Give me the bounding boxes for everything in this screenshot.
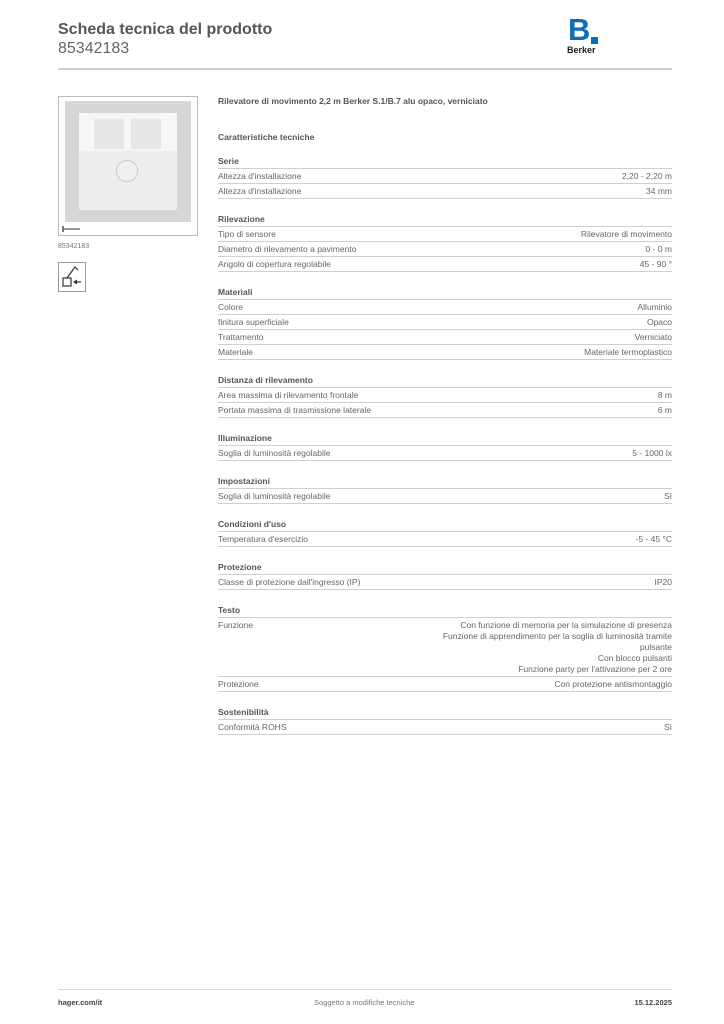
spec-value: IP20 (654, 577, 672, 587)
spec-label: Trattamento (218, 332, 264, 342)
spec-row (218, 184, 672, 199)
spec-value: Alluminio (637, 302, 672, 312)
section-rilevazione (218, 214, 672, 272)
section-serie (218, 156, 672, 199)
spec-row (218, 618, 672, 677)
spec-value-line: pulsante (639, 642, 672, 652)
section-title: Distanza di rilevamento (218, 375, 672, 388)
spec-value: Materiale termoplastico (584, 347, 672, 357)
footer-disclaimer: Soggetto a modifiche tecniche (314, 998, 415, 1007)
section-sostenibilita (218, 707, 672, 735)
spec-row (218, 489, 672, 504)
spec-row (218, 169, 672, 184)
spec-label: Classe di protezione dall'ingresso (IP) (218, 577, 361, 587)
spec-row (218, 242, 672, 257)
logo-letter: B (568, 12, 590, 47)
spec-value: 34 mm (646, 186, 672, 196)
spec-label: Conformità ROHS (218, 722, 287, 732)
spec-value-line: Con funzione di memoria per la simulazione di presenza (460, 620, 672, 630)
spec-value-line: Con blocco pulsanti (597, 653, 672, 663)
spec-value: 8 m (657, 390, 672, 400)
spec-value: Sì (663, 491, 672, 501)
spec-label: Altezza d'installazione (218, 171, 302, 181)
scale-icon (62, 226, 80, 232)
spec-label: Tipo di sensore (218, 229, 276, 239)
section-title: Sostenibilità (218, 707, 672, 720)
spec-row (218, 677, 672, 692)
motion-detector-device (79, 113, 177, 210)
spec-row (218, 575, 672, 590)
section-title: Rilevazione (218, 214, 672, 227)
spec-label: Diametro di rilevamento a pavimento (218, 244, 357, 254)
spec-row (218, 532, 672, 547)
spec-label: Temperatura d'esercizio (218, 534, 308, 544)
section-title: Testo (218, 605, 672, 618)
section-impostazioni (218, 476, 672, 504)
section-title: Illuminazione (218, 433, 672, 446)
spec-value-line: Funzione party per l'attivazione per 2 ore (518, 664, 672, 674)
spec-value: 6 m (657, 405, 672, 415)
spec-label: Colore (218, 302, 244, 312)
spec-label: Area massima di rilevamento frontale (218, 390, 359, 400)
image-caption: 85342183 (58, 243, 90, 250)
product-code: 85342183 (58, 40, 130, 57)
footer-date: 15.12.2025 (634, 998, 672, 1007)
spec-value: Con protezione antismontaggio (554, 679, 672, 689)
spec-label: Funzione (218, 620, 253, 630)
spec-label: Protezione (218, 679, 259, 689)
spec-label: finitura superficiale (218, 317, 289, 327)
section-title: Serie (218, 156, 672, 169)
spec-value: Opaco (646, 317, 672, 327)
spec-value: Sì (663, 722, 672, 732)
document-title: Scheda tecnica del prodotto (58, 21, 273, 38)
footer-divider (58, 989, 672, 990)
spec-value-line: Funzione di apprendimento per la soglia di luminosità tramite (442, 631, 672, 641)
specifications-content (218, 96, 672, 735)
sensor-function-icon (58, 262, 86, 292)
spec-row (218, 388, 672, 403)
spec-row (218, 446, 672, 461)
section-title: Impostazioni (218, 476, 672, 489)
footer-website-link[interactable]: hager.com/it (58, 998, 103, 1007)
spec-row (218, 315, 672, 330)
technical-specs-heading: Caratteristiche tecniche (218, 132, 315, 142)
spec-value: Verniciato (634, 332, 672, 342)
spec-row (218, 720, 672, 735)
berker-logo (567, 12, 607, 57)
spec-row (218, 403, 672, 418)
section-testo (218, 605, 672, 692)
header-divider (58, 68, 672, 70)
product-image (58, 96, 198, 236)
sensor-lens-right (131, 119, 161, 149)
section-title: Condizioni d'uso (218, 519, 672, 532)
section-title: Protezione (218, 562, 672, 575)
spec-row (218, 330, 672, 345)
spec-label: Materiale (218, 347, 253, 357)
spec-value: 5 - 1000 lx (632, 448, 672, 458)
section-title: Materiali (218, 287, 672, 300)
spec-value-list (443, 620, 672, 675)
section-illuminazione (218, 433, 672, 461)
section-condizioni-uso (218, 519, 672, 547)
spec-row (218, 257, 672, 272)
spec-value: 45 - 90 ° (639, 259, 672, 269)
spec-label: Altezza d'installazione (218, 186, 302, 196)
spec-value: 2,20 - 2,20 m (621, 171, 672, 181)
adjustment-knob (116, 160, 138, 182)
spec-label: Angolo di copertura regolabile (218, 259, 331, 269)
section-distanza-rilevamento (218, 375, 672, 418)
spec-value: -5 - 45 °C (635, 534, 672, 544)
logo-brand-name: Berker (567, 45, 596, 55)
spec-row (218, 345, 672, 360)
spec-label: Soglia di luminosità regolabile (218, 491, 331, 501)
spec-row (218, 300, 672, 315)
section-protezione (218, 562, 672, 590)
spec-value: Rilevatore di movimento (580, 229, 672, 239)
spec-value: 0 - 0 m (645, 244, 672, 254)
logo-dot (591, 37, 598, 44)
spec-label: Soglia di luminosità regolabile (218, 448, 331, 458)
section-materiali (218, 287, 672, 360)
spec-row (218, 227, 672, 242)
sensor-lens-left (94, 119, 124, 149)
product-title: Rilevatore di movimento 2,2 m Berker S.1/B.7 alu opaco, verniciato (218, 96, 488, 106)
spec-label: Portata massima di trasmissione laterale (218, 405, 372, 415)
product-photo-background (65, 101, 191, 222)
